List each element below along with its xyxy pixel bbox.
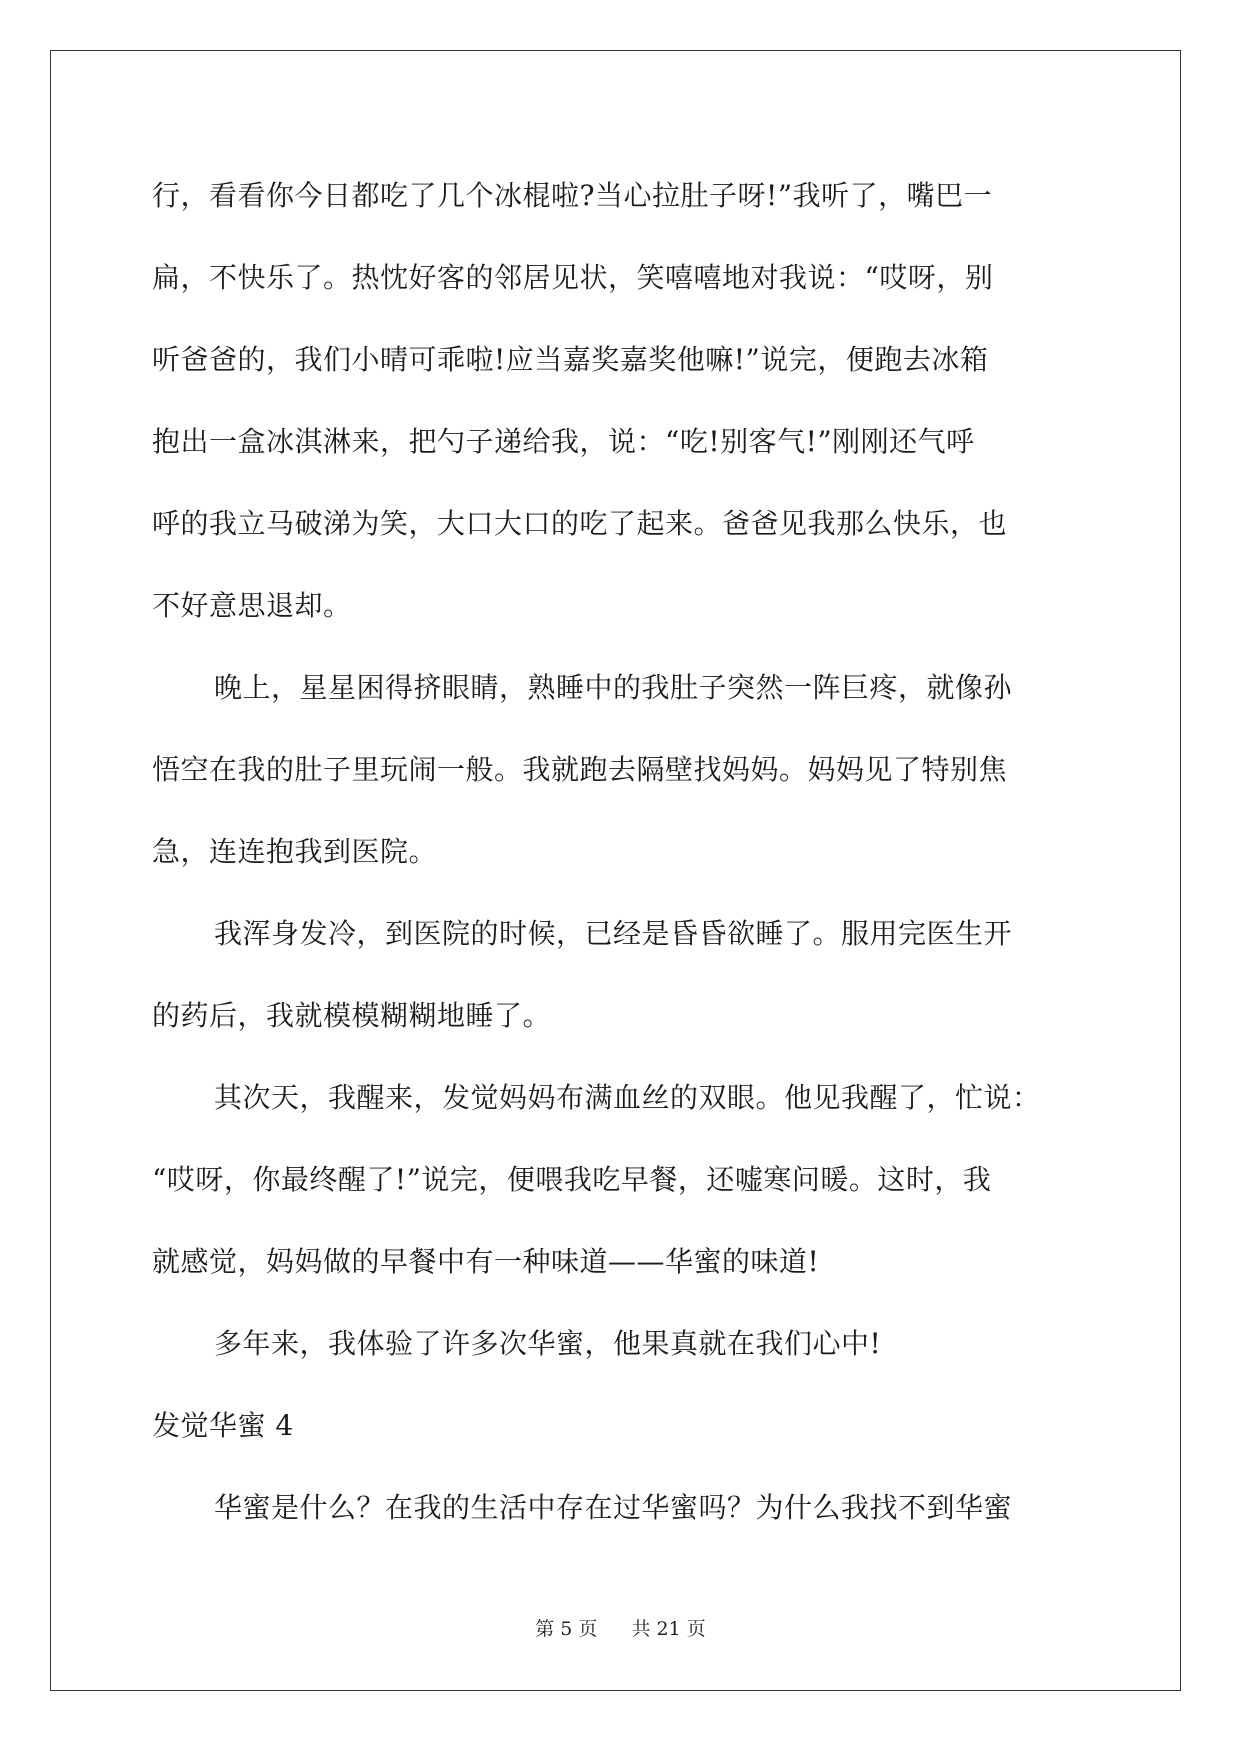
text-line: 呼的我立马破涕为笑，大口大口的吃了起来。爸爸见我那么快乐，也: [152, 507, 1008, 540]
text-line: 抱出一盒冰淇淋来，把勺子递给我，说：“吃!别客气!”刚刚还气呼: [152, 425, 975, 458]
page-footer: [0, 1614, 1241, 1641]
text-line: 急，连连抱我到医院。: [152, 835, 438, 868]
page-number: 第 5 页: [535, 1618, 598, 1640]
section-heading: 发觉华蜜 4: [152, 1409, 294, 1442]
text-line: 的药后，我就模模糊糊地睡了。: [152, 999, 552, 1032]
paragraph-start-line: 其次天，我醒来，发觉妈妈布满血丝的双眼。他见我醒了，忙说：: [214, 1081, 1041, 1114]
document-body: [152, 155, 1082, 1549]
text-line: 听爸爸的，我们小晴可乖啦!应当嘉奖嘉奖他嘛!”说完，便跑去冰箱: [152, 343, 989, 376]
total-pages: 共 21 页: [631, 1618, 706, 1640]
text-line: 就感觉，妈妈做的早餐中有一种味道——华蜜的味道!: [152, 1245, 820, 1278]
paragraph-start-line: 晚上，星星困得挤眼睛，熟睡中的我肚子突然一阵巨疼，就像孙: [214, 671, 1013, 704]
paragraph-start-line: 多年来，我体验了许多次华蜜，他果真就在我们心中!: [214, 1327, 882, 1360]
text-line: 扁，不快乐了。热忱好客的邻居见状，笑嘻嘻地对我说：“哎呀，别: [152, 261, 994, 294]
text-line: 不好意思退却。: [152, 589, 352, 622]
text-line: “哎呀，你最终醒了!”说完，便喂我吃早餐，还嘘寒问暖。这时，我: [152, 1163, 992, 1196]
paragraph-start-line: 我浑身发冷，到医院的时候，已经是昏昏欲睡了。服用完医生开: [214, 917, 1013, 950]
text-line: 悟空在我的肚子里玩闹一般。我就跑去隔壁找妈妈。妈妈见了特别焦: [152, 753, 1008, 786]
paragraph-start-line: 华蜜是什么？在我的生活中存在过华蜜吗？为什么我找不到华蜜: [214, 1491, 1013, 1524]
text-line: 行，看看你今日都吃了几个冰棍啦?当心拉肚子呀!”我听了，嘴巴一: [152, 179, 993, 212]
